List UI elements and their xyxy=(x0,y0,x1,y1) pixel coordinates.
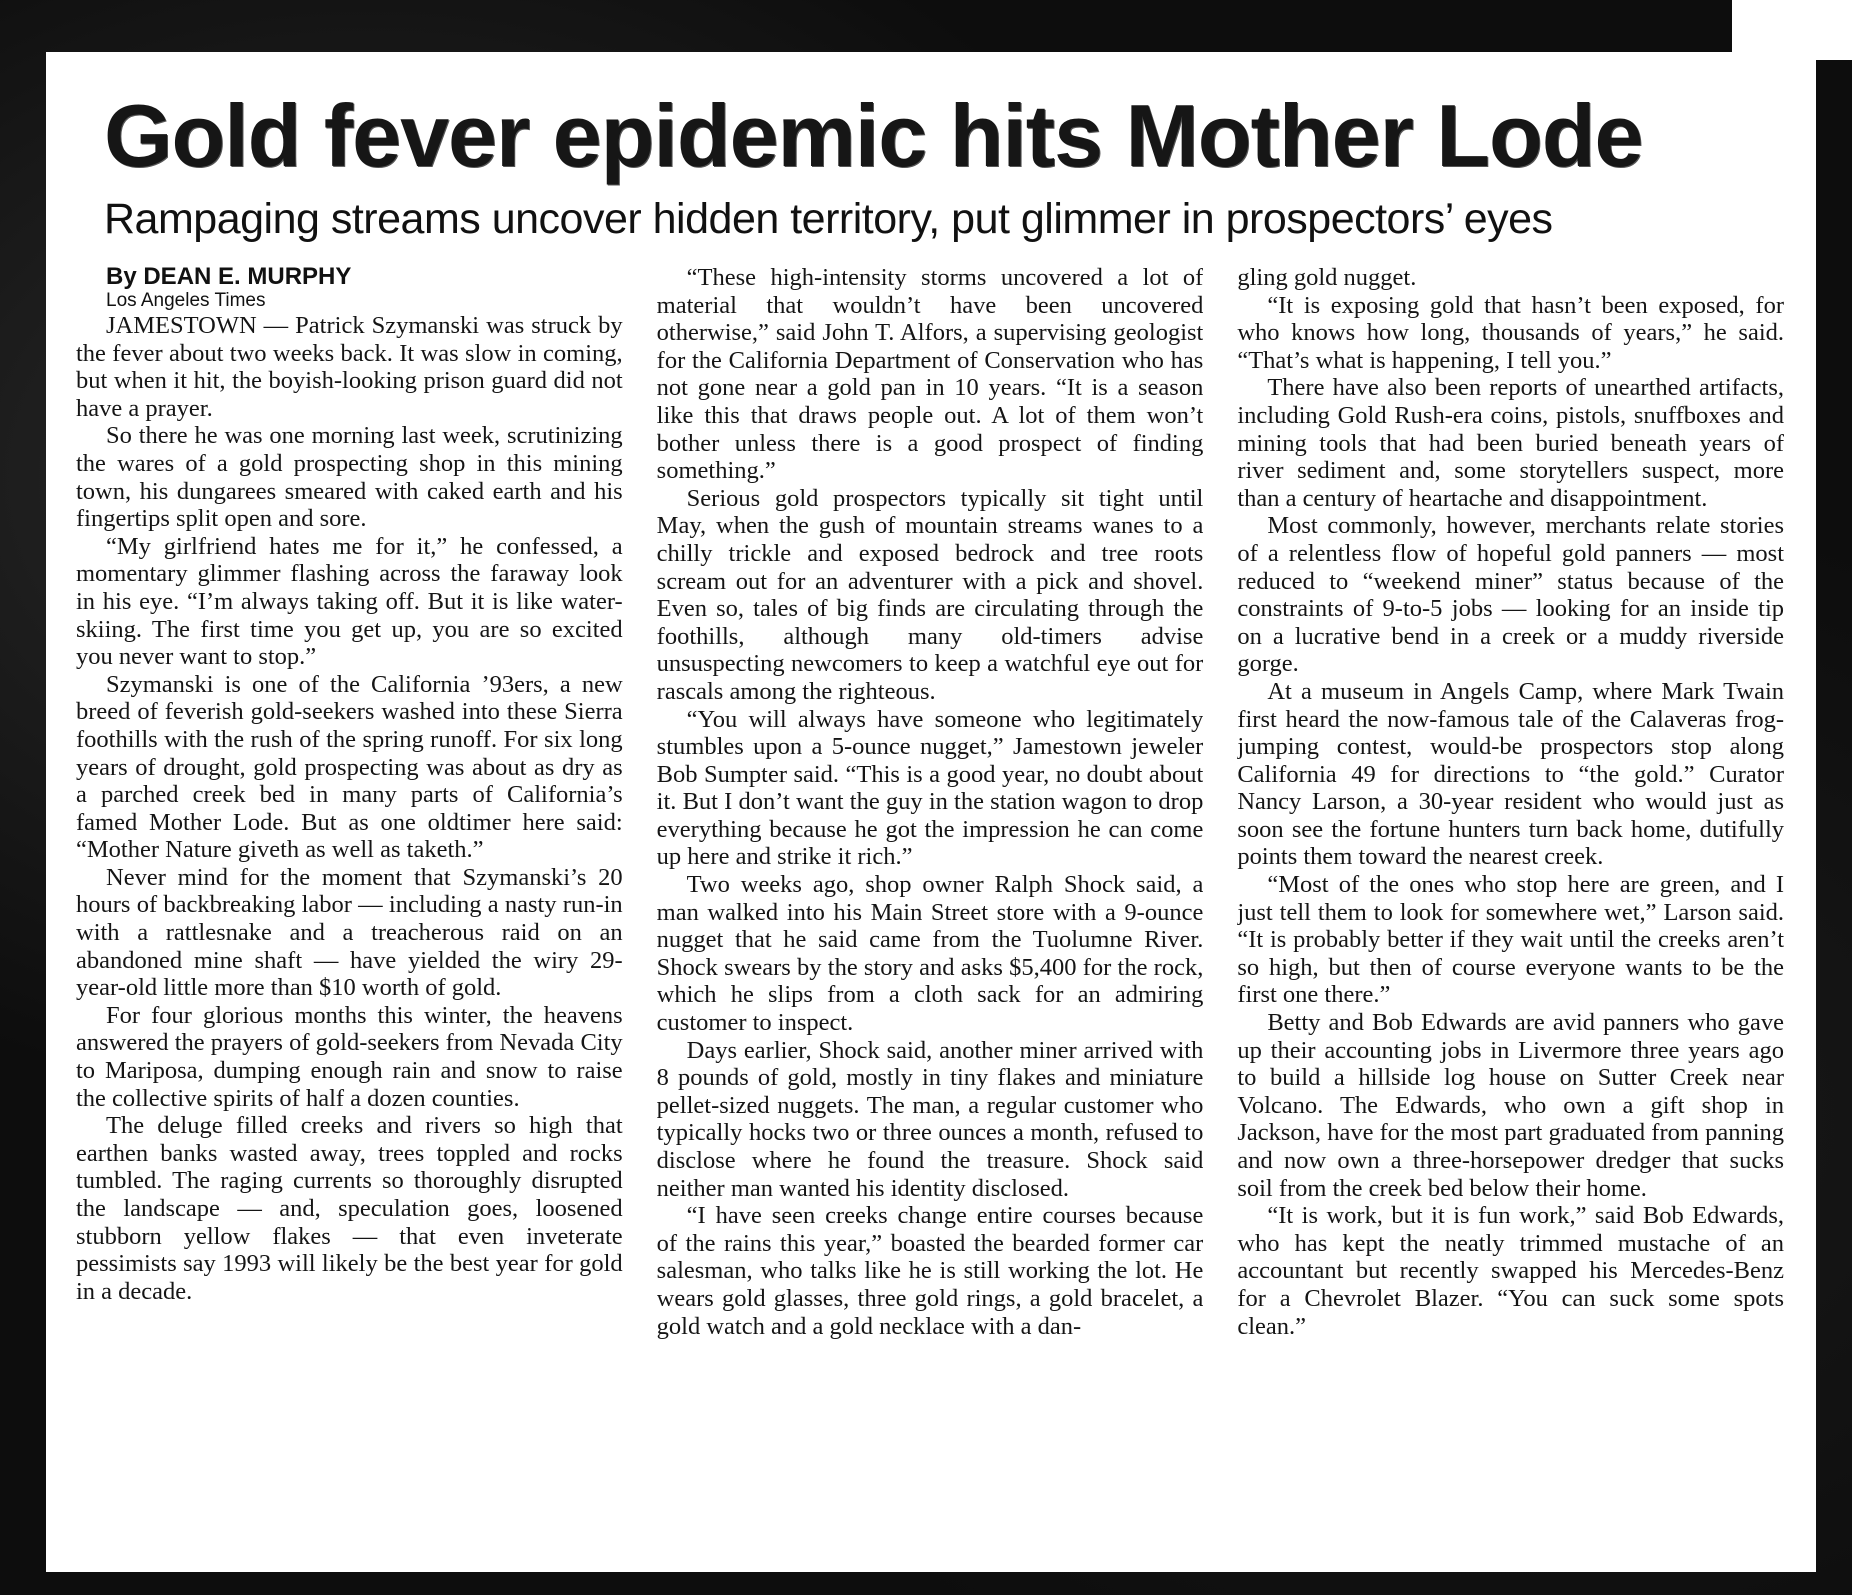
page-corner xyxy=(1732,0,1852,60)
paragraph: “My girlfriend hates me for it,” he confessed, a momentary glimmer flashing across the faraway look in his eye. “I’m always taking off. But it is like water-skiing. The first time you get up, you are so excited you never want to stop.” xyxy=(76,532,623,671)
paragraph: JAMESTOWN — Patrick Szymanski was struck by the fever about two weeks back. It was slow in coming, but when it hit, the boyish-looking prison guard did not have a prayer. xyxy=(76,312,623,422)
column-2 xyxy=(657,264,1204,1562)
paragraph: So there he was one morning last week, scrutinizing the wares of a gold prospecting shop in this mining town, his dungarees smeared with caked earth and his fingertips split open and sore. xyxy=(76,422,623,533)
paragraph: Never mind for the moment that Szymanski’s 20 hours of backbreaking labor — including a nasty run-in with a rattlesnake and a treacherous raid on an abandoned mine shaft — have yielded the wiry 29-year-old little more than $10 worth of gold. xyxy=(76,863,623,1002)
paragraph: “It is exposing gold that hasn’t been exposed, for who knows how long, thousands of years,” he said. “That’s what is happening, I tell you.” xyxy=(1237,291,1785,374)
paragraph: “Most of the ones who stop here are green, and I just tell them to look for somewhere wet,” Larson said. “It is probably better if they wait until the creeks aren’t so high, but then of course everyone wants to be the first one there.” xyxy=(1237,871,1785,1009)
paragraph: “It is work, but it is fun work,” said Bob Edwards, who has kept the neatly trimmed mustache of an accountant but recently swapped his Mercedes-Benz for a Chevrolet Blazer. “You can suck some spots clean.” xyxy=(1237,1202,1785,1340)
paragraph: Betty and Bob Edwards are avid panners who gave up their accounting jobs in Livermore three years ago to build a hillside log house on Sutter Creek near Volcano. The Edwards, who own a gift shop in Jackson, have for the most part graduated from panning and now own a three-horsepower dredger that sucks soil from the creek bed below their home. xyxy=(1237,1009,1785,1202)
paragraph: At a museum in Angels Camp, where Mark Twain first heard the now-famous tale of the Calaveras frog-jumping contest, would-be prospectors stop along California 49 for directions to “the gold.” Curator Nancy Larson, a 30-year resident who would just as soon see the fortune hunters turn back home, dutifully points them toward the nearest creek. xyxy=(1237,677,1785,871)
paragraph: Two weeks ago, shop owner Ralph Shock said, a man walked into his Main Street store with a 9-ounce nugget that he said came from the Tuolumne River. Shock swears by the story and asks $5,400 for the rock, which he slips from a cloth sack for an admiring customer to inspect. xyxy=(656,871,1204,1037)
paragraph: Days earlier, Shock said, another miner arrived with 8 pounds of gold, mostly in tiny flakes and miniature pellet-sized nuggets. The man, a regular customer who typically hocks two or three ounces a month, refused to disclose where he found the treasure. Shock said neither man wanted his identity disclosed. xyxy=(656,1036,1204,1202)
paragraph: “These high-intensity storms uncovered a lot of material that wouldn’t have been uncovered otherwise,” said John T. Alfors, a supervising geologist for the California Department of Conservation who has not gone near a gold pan in 10 years. “It is a season like this that draws people out. A lot of them won’t bother unless there is a good prospect of finding something.” xyxy=(656,264,1204,485)
article-columns xyxy=(76,264,1784,1562)
paragraph: “I have seen creeks change entire courses because of the rains this year,” boasted the bearded former car salesman, who talks like he is still working the lot. He wears gold glasses, three gold rings, a gold bracelet, a gold watch and a gold necklace with a dan- xyxy=(656,1202,1204,1340)
paragraph: Most commonly, however, merchants relate stories of a relentless flow of hopeful gold panners — most reduced to “weekend miner” status because of the constraints of 9-to-5 jobs — looking for an inside tip on a lucrative bend in a creek or a muddy riverside gorge. xyxy=(1237,512,1785,678)
subheadline: Rampaging streams uncover hidden territory, put glimmer in prospectors’ eyes xyxy=(104,195,1553,243)
paragraph: “You will always have someone who legitimately stumbles upon a 5-ounce nugget,” Jamestown jeweler Bob Sumpter said. “This is a good year, no doubt about it. But I don’t want the guy in the station wagon to drop everything because he got the impression he can come up here and strike it rich.” xyxy=(656,705,1204,871)
paragraph-continuation: gling gold nugget. xyxy=(1237,264,1417,291)
byline-organization: Los Angeles Times xyxy=(106,290,266,311)
paragraph: Serious gold prospectors typically sit tight until May, when the gush of mountain streams wanes to a chilly trickle and exposed bedrock and tree roots scream out for an adventurer with a pick and shovel. Even so, tales of big finds are circulating through the foothills, although many old-timers advise unsuspecting newcomers to keep a watchful eye out for rascals among the righteous. xyxy=(656,484,1204,705)
paragraph: There have also been reports of unearthed artifacts, including Gold Rush-era coins, pistols, snuffboxes and mining tools that had been buried beneath years of river sediment and, some storytellers suspect, more than a century of heartache and disappointment. xyxy=(1237,374,1785,512)
byline: By DEAN E. MURPHY xyxy=(106,264,352,290)
column-1 xyxy=(76,264,623,1562)
headline: Gold fever epidemic hits Mother Lode xyxy=(104,86,1643,185)
paragraph: For four glorious months this winter, the heavens answered the prayers of gold-seekers from Nevada City to Mariposa, dumping enough rain and snow to raise the collective spirits of half a dozen counties. xyxy=(76,1001,623,1112)
paragraph: Szymanski is one of the California ’93ers, a new breed of feverish gold-seekers washed into these Sierra foothills with the rush of the spring runoff. For six long years of drought, gold prospecting was about as dry as a parched creek bed in many parts of California’s famed Mother Lode. But as one oldtimer here said: “Mother Nature giveth as well as taketh.” xyxy=(76,670,623,864)
newspaper-clipping xyxy=(46,52,1816,1572)
column-3 xyxy=(1237,264,1784,1562)
paragraph: The deluge filled creeks and rivers so high that earthen banks wasted away, trees toppled and rocks tumbled. The raging currents so thoroughly disrupted the landscape — and, speculation goes, loosened stubborn yellow flakes — that even inveterate pessimists say 1993 will likely be the best year for gold in a decade. xyxy=(76,1112,623,1305)
